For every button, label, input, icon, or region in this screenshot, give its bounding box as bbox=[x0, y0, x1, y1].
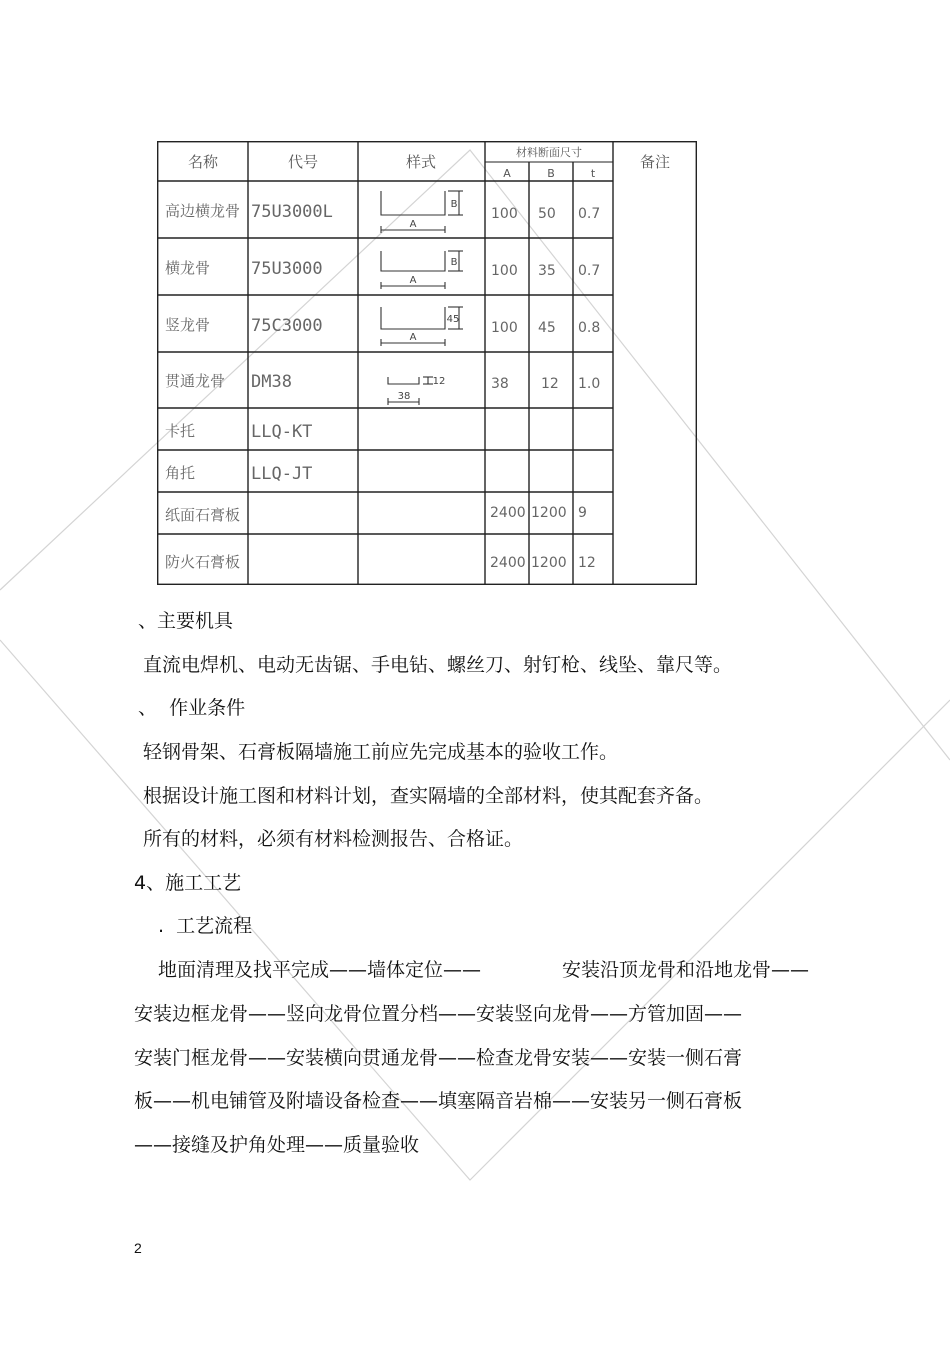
header-style: 样式 bbox=[405, 153, 437, 171]
paragraph-condition-3: 所有的材料，必须有材料检测报告、合格证。 bbox=[143, 828, 524, 850]
row-name: 横龙骨 bbox=[165, 259, 211, 277]
row-b: 50 bbox=[538, 206, 556, 222]
row-a: 2400 bbox=[490, 555, 526, 571]
row-t: 12 bbox=[578, 555, 596, 571]
section-heading-tools: 、主要机具 bbox=[138, 610, 234, 632]
header-t: t bbox=[590, 167, 596, 180]
row-name: 高边横龙骨 bbox=[165, 202, 241, 220]
table-row bbox=[165, 307, 600, 346]
section-heading-process: 4、施工工艺 bbox=[134, 872, 242, 894]
header-a: A bbox=[503, 167, 511, 180]
dim-h-label: B bbox=[450, 199, 458, 210]
flow-line-2: 安装边框龙骨——竖向龙骨位置分档——安装竖向龙骨——方管加固—— bbox=[134, 1003, 743, 1025]
row-code: 75U3000L bbox=[251, 202, 333, 222]
table-row bbox=[165, 422, 312, 442]
row-t: 9 bbox=[578, 505, 587, 521]
row-t: 0.7 bbox=[578, 263, 601, 279]
row-name: 角托 bbox=[165, 464, 196, 482]
row-a: 100 bbox=[491, 320, 518, 336]
paragraph-tools: 直流电焊机、电动无齿锯、手电钻、螺丝刀、射钉枪、线坠、靠尺等。 bbox=[143, 654, 733, 676]
row-b: 12 bbox=[541, 376, 559, 392]
row-b: 35 bbox=[538, 263, 556, 279]
flow-line-5: ——接缝及护角处理——质量验收 bbox=[134, 1134, 420, 1156]
row-code: DM38 bbox=[251, 372, 292, 392]
header-section: 材料断面尺寸 bbox=[516, 146, 582, 159]
table-row bbox=[165, 505, 587, 524]
subheading-flow: . 工艺流程 bbox=[158, 915, 253, 937]
table-row bbox=[165, 464, 312, 484]
table-row bbox=[165, 372, 600, 405]
section-drawing bbox=[381, 251, 463, 289]
materials-table bbox=[157, 141, 697, 585]
dim-h-label: B bbox=[450, 257, 458, 268]
dim-a-label: A bbox=[409, 275, 417, 286]
section-heading-conditions: 、 作业条件 bbox=[138, 697, 246, 719]
row-name: 纸面石膏板 bbox=[165, 506, 241, 524]
section-drawing bbox=[381, 307, 463, 346]
row-code: LLQ-JT bbox=[251, 464, 313, 484]
row-a: 100 bbox=[491, 206, 518, 222]
dim-h-label: 45 bbox=[446, 314, 460, 325]
paragraph-condition-1: 轻钢骨架、石膏板隔墙施工前应先完成基本的验收工作。 bbox=[143, 741, 619, 763]
header-note: 备注 bbox=[639, 153, 671, 171]
paragraph-condition-2: 根据设计施工图和材料计划，查实隔墙的全部材料，使其配套齐备。 bbox=[143, 785, 714, 807]
row-b: 45 bbox=[538, 320, 556, 336]
row-a: 2400 bbox=[490, 505, 526, 521]
row-name: 防火石膏板 bbox=[165, 553, 241, 571]
dim-a-label: A bbox=[409, 332, 417, 343]
flow-line-4: 板——机电铺管及附墙设备检查——填塞隔音岩棉——安装另一侧石膏板 bbox=[134, 1090, 743, 1112]
row-t: 0.8 bbox=[578, 320, 601, 336]
row-name: 卡托 bbox=[165, 422, 196, 440]
header-name: 名称 bbox=[187, 153, 219, 171]
section-drawing bbox=[381, 191, 463, 233]
row-t: 1.0 bbox=[578, 376, 601, 392]
row-name: 竖龙骨 bbox=[165, 316, 211, 334]
row-b: 1200 bbox=[531, 505, 567, 521]
row-a: 38 bbox=[491, 376, 509, 392]
dim-a-label: A bbox=[409, 219, 417, 230]
flow-line-1a: 地面清理及找平完成——墙体定位—— bbox=[158, 959, 482, 981]
table-row bbox=[165, 553, 596, 571]
header-b: B bbox=[547, 167, 555, 180]
row-name: 贯通龙骨 bbox=[165, 372, 226, 390]
flow-line-1b: 安装沿顶龙骨和沿地龙骨—— bbox=[562, 959, 810, 981]
page-number: 2 bbox=[134, 1240, 142, 1256]
table-row bbox=[165, 191, 600, 233]
row-code: LLQ-KT bbox=[251, 422, 313, 442]
flow-line-3: 安装门框龙骨——安装横向贯通龙骨——检查龙骨安装——安装一侧石膏 bbox=[134, 1047, 743, 1069]
row-a: 100 bbox=[491, 263, 518, 279]
row-t: 0.7 bbox=[578, 206, 601, 222]
row-code: 75C3000 bbox=[251, 316, 323, 336]
section-drawing bbox=[388, 376, 445, 405]
row-code: 75U3000 bbox=[251, 259, 323, 279]
table-row bbox=[165, 251, 600, 289]
header-code: 代号 bbox=[287, 153, 319, 171]
dim-h-label: 12 bbox=[432, 376, 446, 387]
row-b: 1200 bbox=[531, 555, 567, 571]
dim-a-label: 38 bbox=[397, 391, 411, 402]
